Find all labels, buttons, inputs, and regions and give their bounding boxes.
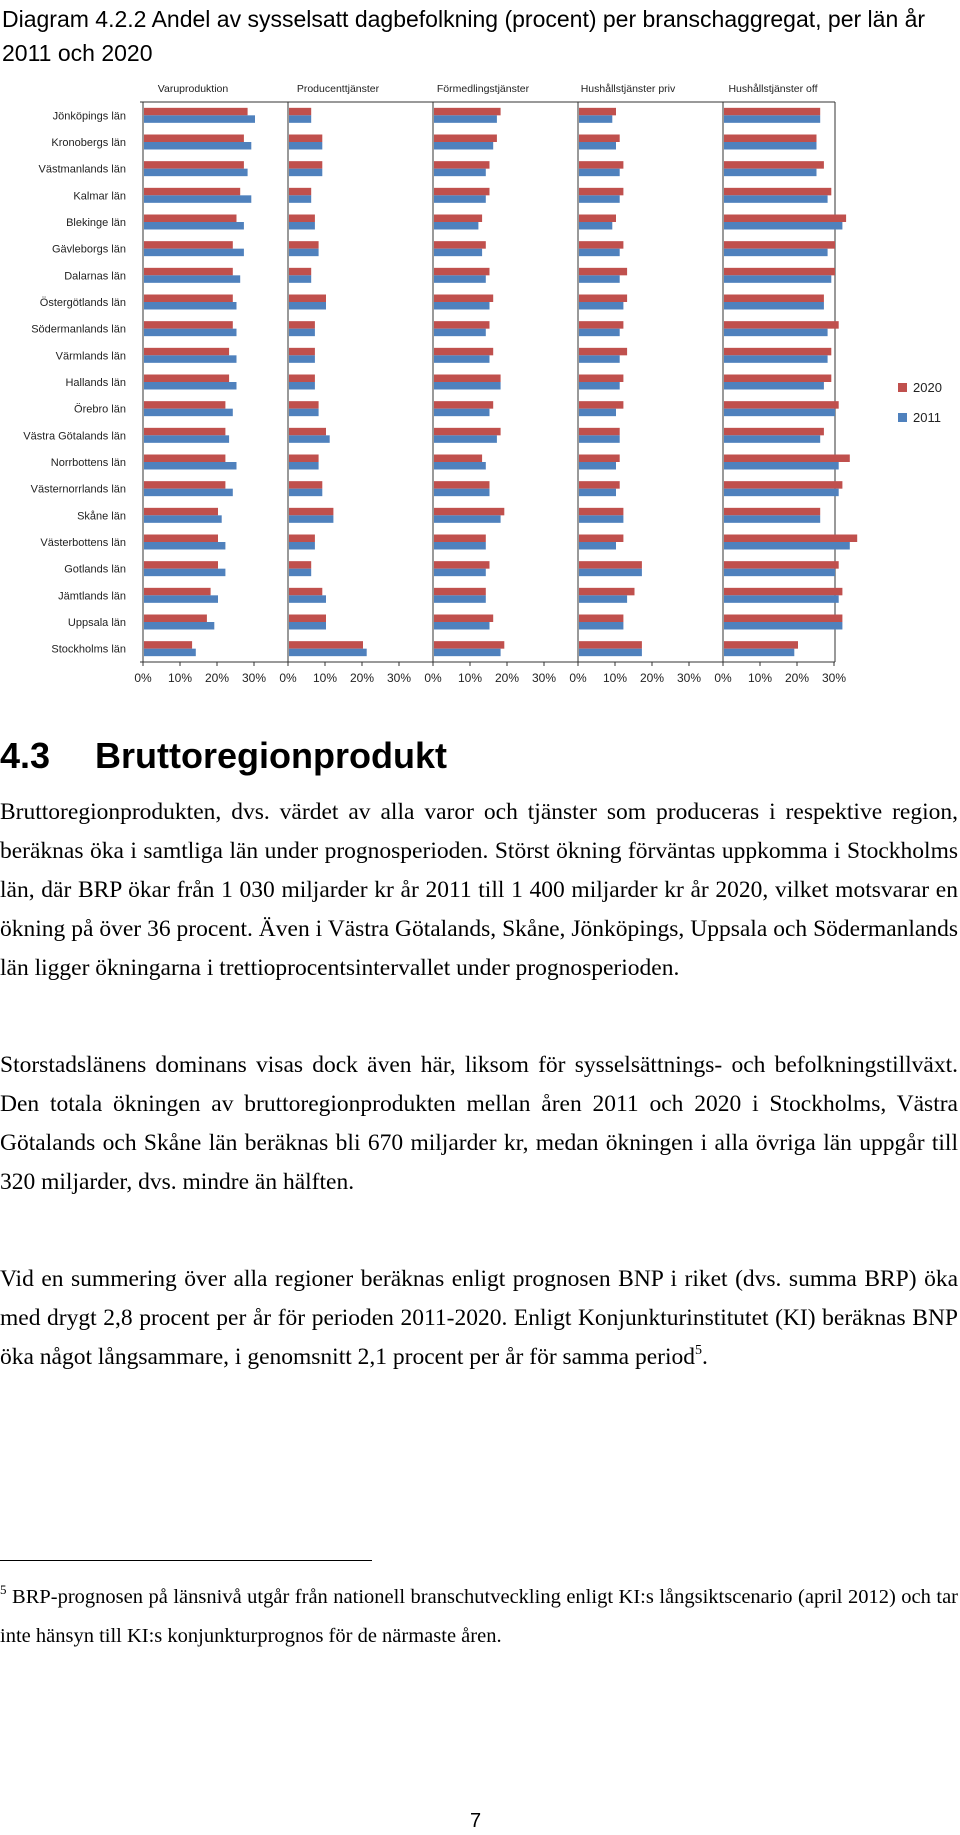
bar-2011 xyxy=(579,195,620,203)
bar-2020 xyxy=(579,561,642,569)
bar-2011 xyxy=(434,622,490,630)
bar-2011 xyxy=(434,195,486,203)
bar-2011 xyxy=(579,462,616,470)
category-label: Västra Götalands län xyxy=(23,430,126,443)
bar-2011 xyxy=(434,249,482,257)
bar-2011 xyxy=(579,595,627,603)
bar-2020 xyxy=(724,561,839,569)
bar-2020 xyxy=(434,401,493,409)
bar-2011 xyxy=(724,382,824,390)
bar-2020 xyxy=(434,348,493,356)
bar-2011 xyxy=(724,329,828,337)
bar-2011 xyxy=(724,649,794,657)
bar-2011 xyxy=(434,329,486,337)
bar-2011 xyxy=(289,462,319,470)
bar-2020 xyxy=(434,135,497,143)
bar-2020 xyxy=(579,241,623,249)
x-tick-label: 20% xyxy=(784,671,810,685)
bar-2011 xyxy=(724,169,817,177)
category-label: Uppsala län xyxy=(67,617,126,629)
bar-2020 xyxy=(144,481,225,489)
bar-2011 xyxy=(724,622,842,630)
bar-2011 xyxy=(144,302,237,310)
panel-title: Producenttjänster xyxy=(296,83,380,95)
bar-2020 xyxy=(434,295,493,303)
bar-2020 xyxy=(579,321,623,329)
bar-2020 xyxy=(724,455,850,463)
bar-2011 xyxy=(434,435,497,443)
footnote-reference[interactable]: 5 xyxy=(695,1343,702,1358)
bar-2011 xyxy=(144,542,225,550)
bar-2011 xyxy=(289,595,326,603)
bar-2011 xyxy=(289,115,311,123)
x-tick-label: 20% xyxy=(639,671,665,685)
bar-2011 xyxy=(289,195,311,203)
bar-2011 xyxy=(144,142,251,150)
bar-2011 xyxy=(289,355,315,363)
page-number: 7 xyxy=(470,1810,482,1832)
bar-2011 xyxy=(144,382,237,390)
bar-2020 xyxy=(724,428,824,436)
bar-2020 xyxy=(144,268,233,276)
bar-2020 xyxy=(144,108,248,116)
bar-2020 xyxy=(579,268,627,276)
bar-2020 xyxy=(144,641,192,649)
bar-2020 xyxy=(579,295,627,303)
bar-2011 xyxy=(289,382,315,390)
bar-2011 xyxy=(289,249,319,257)
section-number: 4.3 xyxy=(0,735,51,776)
bar-2020 xyxy=(724,375,831,383)
body-paragraph: Vid en summering över alla regioner beräknas enligt prognosen BNP i riket (dvs. summa BRP) öka med drygt 2,8 procent per år för perioden 2011-2020. Enligt Konjunkturinstitutet (KI) beräknas BNP öka något långsammare, i genomsnitt 2,1 procent per år för samma period$^5$. xyxy=(0,1266,958,1370)
bar-2011 xyxy=(724,489,839,497)
bar-2020 xyxy=(289,188,311,196)
bar-2020 xyxy=(434,108,501,116)
x-tick-label: 30% xyxy=(531,671,557,685)
bar-2011 xyxy=(434,462,486,470)
bar-2011 xyxy=(434,355,490,363)
category-label: Stockholms län xyxy=(51,643,126,656)
bar-2011 xyxy=(434,142,493,150)
bar-2020 xyxy=(144,295,233,303)
bar-2020 xyxy=(579,215,616,223)
bar-2020 xyxy=(144,508,218,516)
x-tick-label: 20% xyxy=(494,671,520,685)
bar-2011 xyxy=(144,249,244,257)
bar-2020 xyxy=(724,268,835,276)
x-tick-label: 30% xyxy=(676,671,702,685)
bar-2020 xyxy=(579,161,623,169)
bar-2020 xyxy=(434,508,504,516)
bar-2011 xyxy=(289,169,322,177)
bar-2011 xyxy=(289,489,322,497)
bar-2011 xyxy=(724,569,835,577)
bar-2020 xyxy=(434,268,490,276)
bar-2011 xyxy=(724,462,839,470)
bar-2011 xyxy=(579,489,616,497)
bar-2011 xyxy=(434,649,501,657)
bar-2011 xyxy=(144,169,248,177)
bar-2020 xyxy=(434,375,501,383)
bar-2020 xyxy=(724,401,839,409)
bar-2011 xyxy=(144,409,233,417)
bar-2020 xyxy=(579,508,623,516)
bar-2011 xyxy=(434,489,490,497)
footnote-text: BRP-prognosen på länsnivå utgår från nationell branschutveckling enligt KI:s långsiktscenario (april 2012) och tar inte hänsyn till KI:s konjunkturprognos för de närmaste åren. xyxy=(0,1586,958,1647)
section-heading xyxy=(0,735,447,777)
bar-2020 xyxy=(434,535,486,543)
legend-label: 2020 xyxy=(913,380,942,395)
bar-2020 xyxy=(724,215,846,223)
bar-2020 xyxy=(579,348,627,356)
bar-2011 xyxy=(434,275,486,283)
body-paragraph: Storstadslänens dominans visas dock även här, liksom för sysselsättnings- och befolkningstillväxt. Den totala ökningen av bruttoregionprodukten mellan åren 2011 och 2020 i Stockholms, Västra Götalands och Skåne län beräknas bli 670 miljarder kr, medan ökningen i alla övriga län uppgår till 320 miljarder, dvs. mindre än hälften. xyxy=(0,1052,958,1195)
bar-2020 xyxy=(434,321,490,329)
bar-2011 xyxy=(144,355,237,363)
bar-2020 xyxy=(144,428,225,436)
bar-2011 xyxy=(144,569,225,577)
bar-2011 xyxy=(579,222,612,230)
bar-2020 xyxy=(144,455,225,463)
category-label: Hallands län xyxy=(65,377,126,389)
bar-2020 xyxy=(434,588,486,596)
bar-2011 xyxy=(579,142,616,150)
category-label: Blekinge län xyxy=(66,217,126,229)
bar-2011 xyxy=(434,169,486,177)
bar-2011 xyxy=(289,222,315,230)
bar-2011 xyxy=(579,649,642,657)
x-tick-label: 10% xyxy=(167,671,193,685)
bar-2020 xyxy=(579,428,620,436)
category-label: Gävleborgs län xyxy=(52,243,126,256)
footnote xyxy=(0,1578,958,1656)
bar-2020 xyxy=(289,481,322,489)
bar-2011 xyxy=(724,435,820,443)
body-paragraph: Bruttoregionprodukten, dvs. värdet av alla varor och tjänster som produceras i respektive region, beräknas öka i samtliga län under prognosperioden. Störst ökning förväntas uppkomma i Stockholms län, där BRP ökar från 1 030 miljarder kr år 2011 till 1 400 miljarder kr år 2020, vilket motsvarar en ökning på över 36 procent. Även i Västra Götalands, Skåne, Jönköpings, Uppsala och Södermanlands län ligger ökningarna i trettioprocentsintervallet under prognosperioden. xyxy=(0,799,958,981)
bar-2020 xyxy=(144,535,218,543)
bar-2011 xyxy=(434,222,478,230)
bar-2011 xyxy=(434,542,486,550)
category-label: Södermanlands län xyxy=(31,323,126,336)
bar-2011 xyxy=(579,115,612,123)
bar-2020 xyxy=(579,641,642,649)
category-label: Dalarnas län xyxy=(64,270,126,283)
bar-2020 xyxy=(144,135,244,143)
bar-2020 xyxy=(434,161,490,169)
category-label: Jämtlands län xyxy=(58,590,126,603)
bar-2011 xyxy=(724,222,842,230)
bar-2020 xyxy=(724,481,842,489)
bar-2011 xyxy=(724,142,817,150)
section-title: Bruttoregionprodukt xyxy=(95,735,447,776)
bar-2011 xyxy=(144,195,251,203)
bar-2020 xyxy=(289,561,311,569)
bar-2011 xyxy=(289,515,333,523)
bar-2011 xyxy=(289,569,311,577)
bar-2020 xyxy=(144,215,237,223)
bar-2020 xyxy=(289,428,326,436)
bar-2020 xyxy=(724,161,824,169)
bar-2011 xyxy=(144,435,229,443)
bar-2020 xyxy=(434,215,482,223)
x-tick-label: 20% xyxy=(349,671,375,685)
category-label: Västernorrlands län xyxy=(30,483,126,496)
legend-label: 2011 xyxy=(913,410,941,425)
bar-2011 xyxy=(289,649,367,657)
bar-2020 xyxy=(434,455,482,463)
category-label: Östergötlands län xyxy=(39,297,126,309)
bar-2011 xyxy=(144,622,214,630)
category-label: Gotlands län xyxy=(64,563,126,576)
bar-2020 xyxy=(724,508,820,516)
category-label: Värmlands län xyxy=(55,350,126,363)
bar-2011 xyxy=(289,329,315,337)
bar-2020 xyxy=(579,135,620,143)
bar-2020 xyxy=(724,108,820,116)
bar-2020 xyxy=(289,348,315,356)
bar-2020 xyxy=(289,455,319,463)
bar-2011 xyxy=(434,515,501,523)
bar-2020 xyxy=(144,161,244,169)
x-tick-label: 30% xyxy=(241,671,267,685)
x-tick-label: 10% xyxy=(312,671,338,685)
bar-2020 xyxy=(289,588,322,596)
bar-2020 xyxy=(289,135,322,143)
x-tick-label: 30% xyxy=(386,671,412,685)
panel-title: Hushållstjänster priv xyxy=(580,83,676,95)
bar-2011 xyxy=(724,515,820,523)
legend-swatch-2011 xyxy=(898,413,907,422)
bar-2011 xyxy=(289,142,322,150)
x-tick-label: 30% xyxy=(821,671,847,685)
x-tick-label: 0% xyxy=(424,671,442,685)
bar-2011 xyxy=(579,169,620,177)
bar-2011 xyxy=(144,515,222,523)
diagram-title: Diagram 4.2.2 Andel av sysselsatt dagbefolkning (procent) per branschaggregat, per län år 2011 och 2020 xyxy=(2,6,926,66)
bar-2011 xyxy=(434,302,490,310)
bar-2020 xyxy=(289,268,311,276)
bar-2020 xyxy=(724,321,839,329)
bar-2020 xyxy=(724,348,831,356)
x-tick-label: 0% xyxy=(134,671,152,685)
bar-2020 xyxy=(724,588,842,596)
bar-2011 xyxy=(144,275,240,283)
bar-2020 xyxy=(289,321,315,329)
bar-2020 xyxy=(144,188,240,196)
bar-2011 xyxy=(579,355,620,363)
bar-2011 xyxy=(289,542,315,550)
bar-2011 xyxy=(434,409,490,417)
x-tick-label: 10% xyxy=(747,671,773,685)
bar-2011 xyxy=(579,409,616,417)
bar-2011 xyxy=(579,515,623,523)
bar-2011 xyxy=(434,595,486,603)
bar-2011 xyxy=(724,355,828,363)
panel-title: Förmedlingstjänster xyxy=(436,83,530,95)
bar-2020 xyxy=(434,241,486,249)
bar-2020 xyxy=(289,508,333,516)
bar-2011 xyxy=(579,569,642,577)
bar-2011 xyxy=(724,195,828,203)
bar-2011 xyxy=(724,249,828,257)
bar-2020 xyxy=(579,615,623,623)
x-tick-label: 10% xyxy=(457,671,483,685)
footnote-marker: 5 xyxy=(0,1582,7,1597)
bar-2020 xyxy=(434,615,493,623)
bar-2020 xyxy=(434,481,490,489)
bar-2011 xyxy=(144,489,233,497)
bar-2011 xyxy=(434,115,497,123)
bar-2011 xyxy=(144,462,237,470)
bar-2011 xyxy=(289,302,326,310)
panel-title: Varuproduktion xyxy=(157,83,229,95)
bar-2011 xyxy=(289,622,326,630)
bar-2011 xyxy=(289,275,311,283)
x-tick-label: 10% xyxy=(602,671,628,685)
bar-2020 xyxy=(579,481,620,489)
bar-2020 xyxy=(144,561,218,569)
bar-2011 xyxy=(434,382,501,390)
bar-2020 xyxy=(289,615,326,623)
paragraph-text: Vid en summering över alla regioner beräknas enligt prognosen BNP i riket (dvs. summa BRP) öka med drygt 2,8 procent per år för perioden 2011-2020. Enligt Konjunkturinstitutet (KI) beräknas BNP öka något långsammare, i genomsnitt 2,1 procent per år för samma period xyxy=(0,1266,958,1370)
bar-2020 xyxy=(144,588,211,596)
panel-title: Hushållstjänster off xyxy=(728,83,818,95)
x-tick-label: 0% xyxy=(714,671,732,685)
bar-2020 xyxy=(724,615,842,623)
bar-2020 xyxy=(724,641,798,649)
x-tick-label: 0% xyxy=(569,671,587,685)
bar-2011 xyxy=(289,435,330,443)
bar-2011 xyxy=(724,302,824,310)
bar-2020 xyxy=(724,241,835,249)
bar-2011 xyxy=(579,435,620,443)
footnote-divider xyxy=(0,1560,372,1561)
bar-2020 xyxy=(289,375,315,383)
bar-2011 xyxy=(724,115,820,123)
bar-2020 xyxy=(579,188,623,196)
bar-2020 xyxy=(579,588,635,596)
bar-2011 xyxy=(144,595,218,603)
bar-2011 xyxy=(289,409,319,417)
bar-2020 xyxy=(434,428,501,436)
bar-2011 xyxy=(579,329,620,337)
bar-2011 xyxy=(144,115,255,123)
bar-2020 xyxy=(144,241,233,249)
legend-swatch-2020 xyxy=(898,383,907,392)
bar-2011 xyxy=(579,302,623,310)
category-label: Kronobergs län xyxy=(51,137,126,149)
bar-2020 xyxy=(724,188,831,196)
bar-2020 xyxy=(579,455,620,463)
category-label: Norrbottens län xyxy=(50,457,126,469)
bar-2020 xyxy=(579,375,623,383)
bar-2011 xyxy=(434,569,486,577)
category-label: Örebro län xyxy=(74,403,126,416)
category-label: Skåne län xyxy=(77,510,126,523)
bar-2020 xyxy=(144,321,233,329)
bar-2020 xyxy=(724,535,857,543)
x-tick-label: 20% xyxy=(204,671,230,685)
bar-2011 xyxy=(579,249,620,257)
bar-2020 xyxy=(144,401,225,409)
bar-2020 xyxy=(434,561,490,569)
bar-2011 xyxy=(579,622,623,630)
bar-2020 xyxy=(289,641,363,649)
bar-2020 xyxy=(724,295,824,303)
bar-2011 xyxy=(724,275,831,283)
category-label: Västerbottens län xyxy=(40,537,126,549)
bar-2011 xyxy=(579,382,620,390)
bar-2020 xyxy=(289,535,315,543)
bar-2011 xyxy=(144,329,237,337)
bar-2020 xyxy=(289,108,311,116)
bar-2020 xyxy=(289,295,326,303)
bar-2011 xyxy=(579,275,620,283)
bar-2020 xyxy=(724,135,817,143)
category-label: Västmanlands län xyxy=(38,163,126,176)
x-tick-label: 0% xyxy=(279,671,297,685)
category-label: Kalmar län xyxy=(73,190,126,203)
bar-2020 xyxy=(434,641,504,649)
bar-2020 xyxy=(579,108,616,116)
bar-chart xyxy=(0,80,960,695)
bar-2020 xyxy=(579,535,623,543)
bar-2020 xyxy=(579,401,623,409)
bar-2020 xyxy=(144,615,207,623)
bar-2011 xyxy=(724,595,839,603)
category-label: Jönköpings län xyxy=(52,110,126,123)
bar-2011 xyxy=(724,409,835,417)
bar-2020 xyxy=(289,401,319,409)
bar-2020 xyxy=(144,348,229,356)
bar-2011 xyxy=(144,222,244,230)
bar-2020 xyxy=(289,215,315,223)
bar-2020 xyxy=(289,241,319,249)
bar-2020 xyxy=(144,375,229,383)
bar-2020 xyxy=(289,161,322,169)
bar-2011 xyxy=(579,542,616,550)
bar-2020 xyxy=(434,188,490,196)
bar-2011 xyxy=(144,649,196,657)
bar-2011 xyxy=(724,542,850,550)
